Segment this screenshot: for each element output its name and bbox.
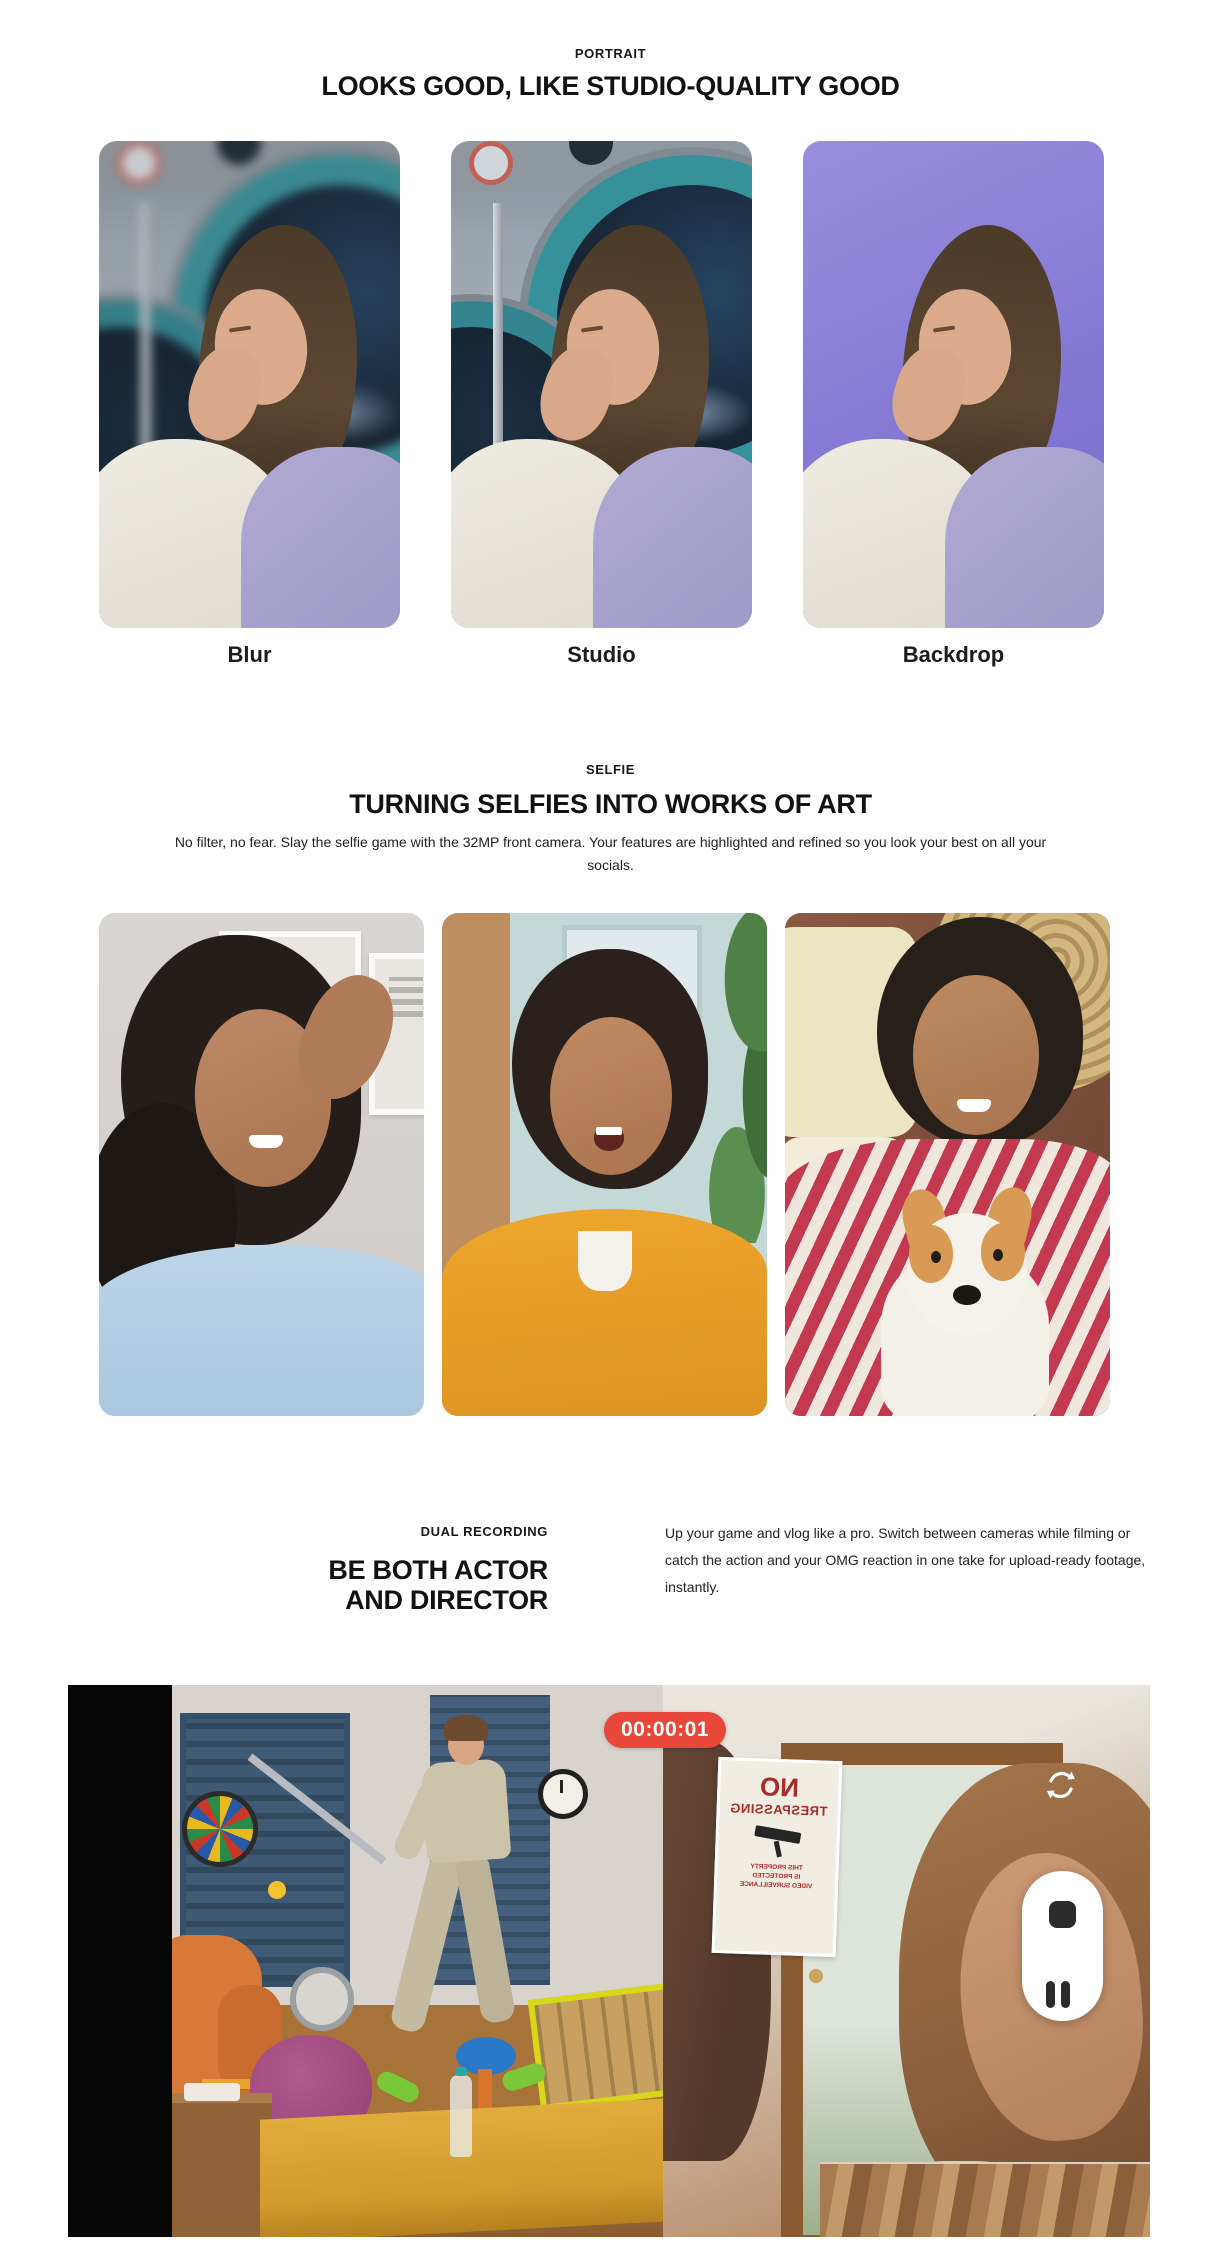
portrait-eyebrow: PORTRAIT: [574, 46, 647, 61]
corgi-eye: [931, 1251, 941, 1263]
photo-purple-backdrop: [803, 141, 1104, 628]
pause-icon: [1046, 1981, 1055, 2008]
selfie-blue-shirt: [99, 913, 424, 1416]
dual-heading: [128, 1555, 548, 1615]
sign-small-text: VIDEO SURVEILLANCE: [739, 1880, 813, 1891]
stroller-wheel: [290, 1967, 354, 2031]
flip-camera-button[interactable]: [1043, 1767, 1079, 1803]
sign-line-trespassing: TRESPASSING: [729, 1800, 828, 1819]
smile-shape: [249, 1135, 283, 1148]
caption-backdrop: Backdrop: [902, 642, 1005, 667]
corgi-eye-patch: [981, 1223, 1025, 1281]
pause-button[interactable]: [1046, 1981, 1079, 2008]
dual-body: Up your game and vlog like a pro. Switch between cameras while filming or catch the action and your OMG reaction in one take for upload-ready footage, instantly.: [665, 1525, 1146, 1595]
wooden-side-table: [172, 2093, 272, 2237]
selfie-photo-1: [99, 913, 424, 1416]
smiley-sticker: [268, 1881, 286, 1899]
selfie-photo-3: [785, 913, 1110, 1416]
portrait-card-backdrop: [803, 141, 1104, 628]
selfie-heading: TURNING SELFIES INTO WORKS OF ART: [349, 789, 872, 819]
security-camera-icon: [748, 1824, 807, 1860]
caption-blur: Blur: [227, 642, 272, 667]
recording-timer: 00:00:01: [604, 1712, 726, 1748]
camera-mount: [774, 1841, 782, 1858]
bottom-right-inset-clip: [820, 2162, 1150, 2237]
pause-icon: [1061, 1981, 1070, 2008]
dual-heading-line1: BE BOTH ACTOR: [328, 1555, 548, 1585]
light-blue-shirt: [99, 1245, 424, 1416]
dual-heading-block: [128, 1524, 548, 1615]
dual-heading-line2: AND DIRECTOR: [345, 1585, 548, 1615]
door-knob: [809, 1969, 823, 1983]
metal-pole: [141, 203, 151, 453]
white-tee: [578, 1231, 632, 1291]
sign-small-text: IS PROTECTED: [752, 1872, 801, 1881]
portrait-card-blur: [99, 141, 400, 628]
corgi-eye: [993, 1249, 1003, 1261]
sign-small-text: THIS PROPERTY: [750, 1863, 803, 1872]
stop-button[interactable]: [1049, 1901, 1076, 1928]
jumping-man-hair: [444, 1715, 488, 1741]
no-trespassing-sign-mirrored: [712, 1757, 843, 1957]
caption-studio: Studio: [567, 642, 636, 667]
wall-clock: [538, 1769, 588, 1819]
toy-on-table: [184, 2083, 240, 2101]
flip-camera-icon: [1043, 1767, 1079, 1803]
metal-pole: [493, 203, 503, 453]
corgi-nose: [953, 1285, 981, 1305]
teeth-shape: [596, 1127, 622, 1135]
dual-recording-video[interactable]: [68, 1685, 1150, 2237]
photo-blur-laundromat: [99, 141, 400, 628]
selfie-eyebrow: SELFIE: [585, 762, 636, 777]
portrait-card-studio: [451, 141, 752, 628]
foosball-table: [528, 1983, 663, 2112]
selfie-with-corgi: [785, 913, 1110, 1416]
frame-photo: [389, 977, 423, 1017]
letterbox-bar: [68, 1685, 172, 2237]
face-shape: [550, 1017, 672, 1175]
sign-line-no: NO: [759, 1771, 800, 1803]
sign-content: [715, 1760, 840, 1954]
rear-camera-scene: [172, 1685, 663, 2237]
dartboard: [182, 1791, 258, 1867]
selfie-body: No filter, no fear. Slay the selfie game with the 32MP front camera. Your features are highlighted and refined so you look your best on all your socials.: [174, 834, 1047, 873]
dual-eyebrow: DUAL RECORDING: [420, 1524, 548, 1539]
portrait-heading: LOOKS GOOD, LIKE STUDIO-QUALITY GOOD: [321, 71, 900, 101]
machine-logo: [117, 141, 161, 185]
smile-shape: [957, 1099, 991, 1112]
machine-logo: [469, 141, 513, 185]
green-slide-sandal: [374, 2068, 422, 2105]
selfie-yellow-cardigan: [442, 913, 767, 1416]
selfie-photo-2: [442, 913, 767, 1416]
photo-studio-laundromat: [451, 141, 752, 628]
camera-controls-pill: [1022, 1871, 1103, 2021]
water-bottle: [450, 2075, 472, 2157]
